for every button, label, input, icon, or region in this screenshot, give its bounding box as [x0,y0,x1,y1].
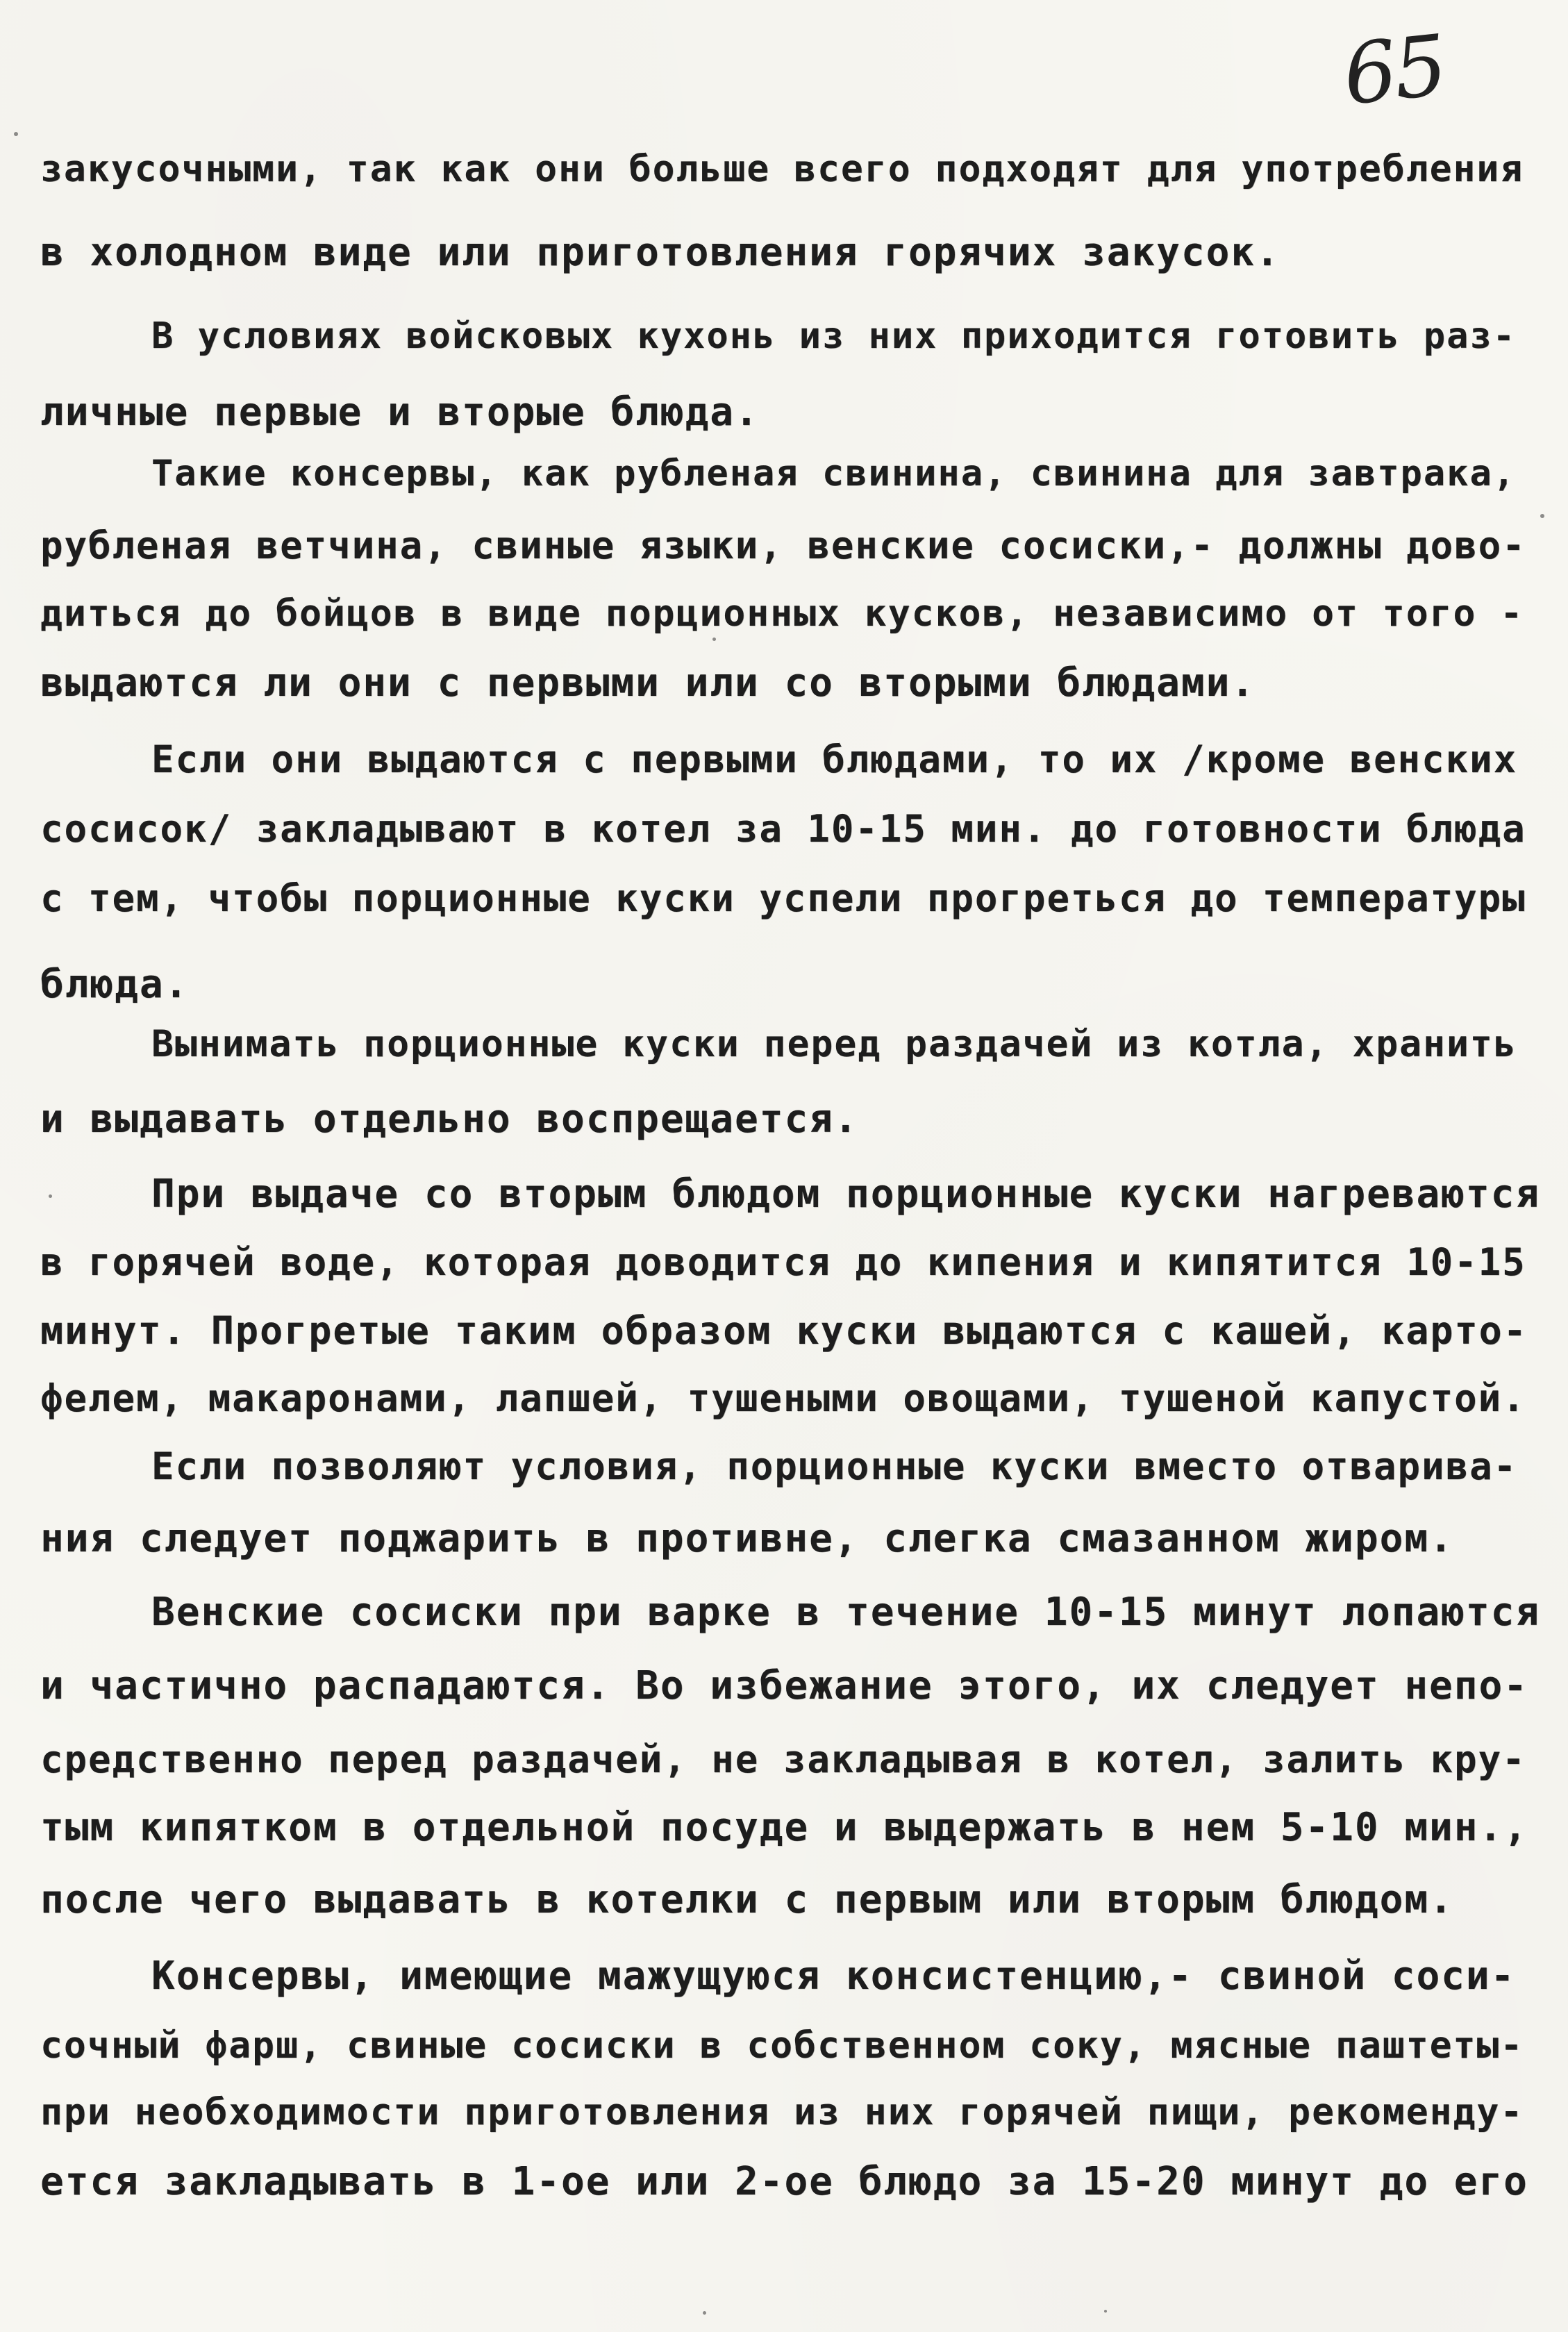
text-line: Такие консервы, как рубленая свинина, свинина для завтрака, [151,453,1517,494]
scan-speck [49,1194,52,1198]
text-line: рубленая ветчина, свиные языки, венские сосиски,- должны дово- [40,524,1526,567]
text-line: Венские сосиски при варке в течение 10-15 минут лопаются [151,1590,1541,1635]
text-line: выдаются ли они с первыми или со вторыми блюдами. [40,660,1256,706]
text-line: Вынимать порционные куски перед раздачей из котла, хранить [151,1023,1517,1065]
text-line: после чего выдавать в котелки с первым или вторым блюдом. [40,1877,1454,1922]
text-line: Консервы, имеющие мажущуюся консистенцию,- свиной соси- [151,1954,1516,1999]
text-line: ния следует поджарить в противне, слегка смазанном жиром. [40,1516,1454,1561]
page-number: 65 [1339,17,1449,124]
text-line: и выдавать отдельно воспрещается. [40,1097,859,1142]
text-line: фелем, макаронами, лапшей, тушеными овощами, тушеной капустой. [40,1376,1526,1420]
text-line: закусочными, так как они больше всего подходят для употребления [40,148,1524,190]
text-line: блюда. [40,962,190,1007]
scan-speck [703,2311,706,2315]
text-line: личные первые и вторые блюда. [40,390,760,435]
scan-speck [1104,2310,1107,2313]
scan-speck [14,132,18,136]
text-line: в горячей воде, которая доводится до кипения и кипятится 10-15 [40,1240,1526,1284]
text-line: при необходимости приготовления из них горячей пищи, рекоменду- [40,2091,1524,2133]
text-line: Если позволяют условия, порционные куски вместо отварива- [151,1444,1518,1488]
text-line: При выдаче со вторым блюдом порционные куски нагреваются [151,1172,1541,1217]
text-line: с тем, чтобы порционные куски успели прогреться до температуры [40,876,1526,920]
text-line: и частично распадаются. Во избежание этого, их следует непо- [40,1663,1528,1708]
text-line: Если они выдаются с первыми блюдами, то их /кроме венских [151,738,1518,781]
text-line: в холодном виде или приготовления горячих закусок. [40,230,1281,275]
scan-speck [1540,514,1544,518]
text-line: В условиях войсковых кухонь из них приходится готовить раз- [151,315,1517,357]
text-line: сосисок/ закладывают в котел за 10-15 мин. до готовности блюда [40,807,1526,851]
text-line: средственно перед раздачей, не закладывая в котел, залить кру- [40,1738,1526,1781]
text-line: тым кипятком в отдельной посуде и выдержать в нем 5-10 мин., [40,1805,1528,1850]
text-line: диться до бойцов в виде порционных кусков, независимо от того - [40,592,1524,635]
text-line: ется закладывать в 1-ое или 2-ое блюдо за 15-20 минут до его [40,2159,1528,2204]
scan-speck [712,638,716,641]
text-line: сочный фарш, свиные сосиски в собственном соку, мясные паштеты- [40,2024,1524,2067]
text-line: минут. Прогретые таким образом куски выдаются с кашей, карто- [40,1308,1528,1353]
